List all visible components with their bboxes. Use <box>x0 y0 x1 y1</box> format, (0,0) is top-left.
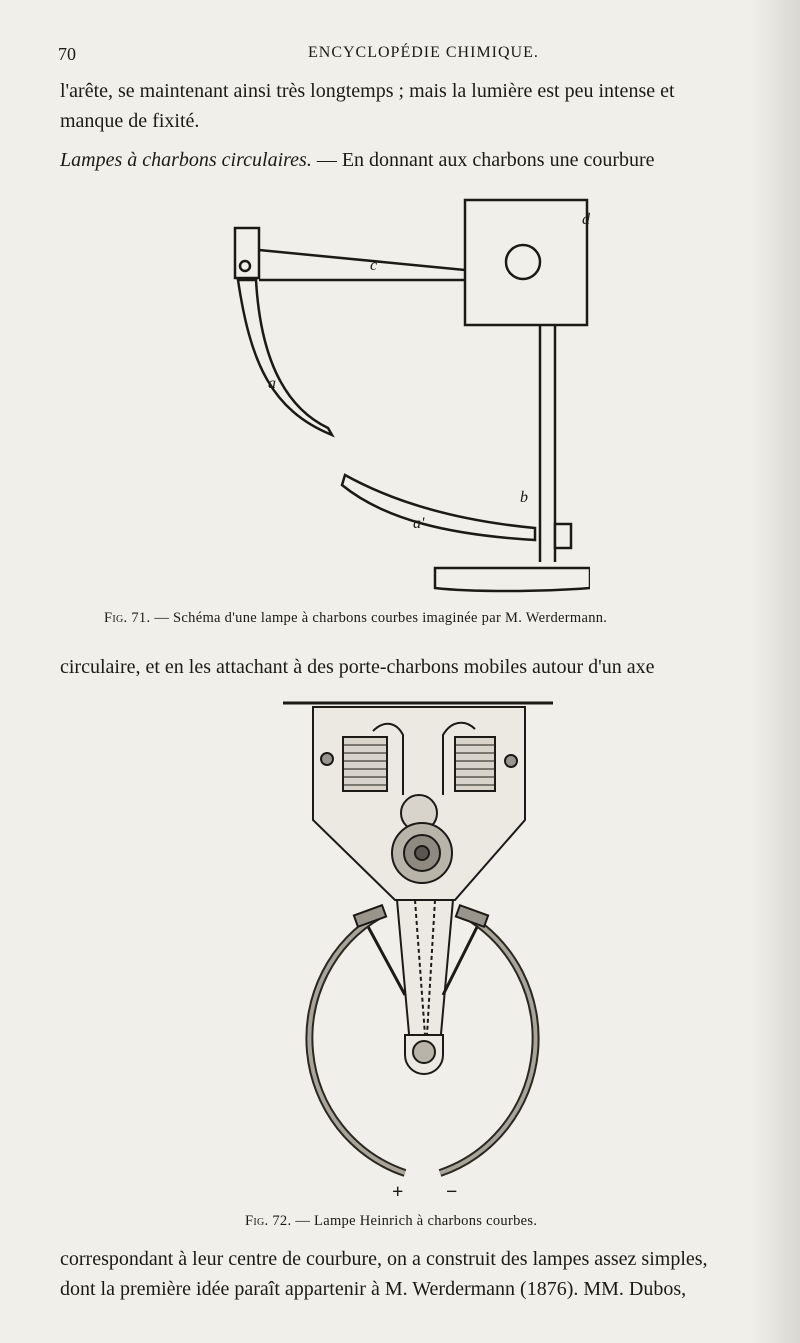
carbon-holder-column <box>397 900 453 1045</box>
figure-72-caption-text: — Lampe Heinrich à charbons courbes. <box>291 1213 538 1229</box>
section-lead-title: Lampes à charbons circulaires. <box>60 149 312 171</box>
paragraph-2 <box>60 145 772 175</box>
figure-71-caption <box>104 610 607 627</box>
label-c: c <box>370 257 378 274</box>
gear-axle <box>415 846 429 860</box>
clamp-b <box>555 524 571 548</box>
figure-71-diagram <box>210 190 590 600</box>
paragraph-1-line-2: manque de fixité. <box>60 110 200 132</box>
lamp-base <box>435 568 590 591</box>
positive-sign: + <box>392 1181 404 1203</box>
label-b: b <box>520 489 528 506</box>
right-terminal <box>505 755 517 767</box>
carbon-a-prime <box>342 475 535 540</box>
right-circular-carbon <box>440 915 536 1173</box>
box-d <box>465 200 587 325</box>
left-circular-carbon <box>309 915 405 1173</box>
running-head: ENCYCLOPÉDIE CHIMIQUE. <box>308 44 539 61</box>
arm-c-top <box>259 250 465 270</box>
paragraph-3: circulaire, et en les attachant à des porte-charbons mobiles autour d'un axe <box>60 656 655 678</box>
figure-71-caption-label: Fig. 71. <box>104 610 151 626</box>
paragraph-1 <box>60 76 772 136</box>
lower-pulley <box>413 1041 435 1063</box>
paragraph-4 <box>60 1244 772 1304</box>
paragraph-1-line-1: l'arête, se maintenant ainsi très longtemps ; mais la lumière est peu intense et <box>60 80 675 102</box>
figure-71-caption-text: — Schéma d'une lampe à charbons courbes imaginée par M. Werdermann. <box>150 610 608 626</box>
page-number: 70 <box>58 44 76 64</box>
label-d: d <box>582 211 590 228</box>
figure-72-illustration <box>275 695 575 1200</box>
negative-sign: − <box>446 1181 458 1203</box>
figure-72-caption <box>245 1213 537 1230</box>
right-carbon-highlight <box>440 915 536 1173</box>
label-a: a <box>268 375 276 392</box>
label-a-prime: a' <box>413 515 425 532</box>
figure-72-caption-label: Fig. 72. <box>245 1213 292 1229</box>
page-header <box>58 44 758 68</box>
paragraph-2-text: — En donnant aux charbons une courbure <box>311 149 655 171</box>
carbon-a <box>238 280 332 435</box>
paragraph-4-line-2: dont la première idée paraît appartenir à M. Werdermann (1876). MM. Dubos, <box>60 1278 687 1300</box>
paragraph-4-line-1: correspondant à leur centre de courbure, on a construit des lampes assez simples, <box>60 1248 708 1270</box>
left-carbon-highlight <box>309 915 405 1173</box>
left-terminal <box>321 753 333 765</box>
